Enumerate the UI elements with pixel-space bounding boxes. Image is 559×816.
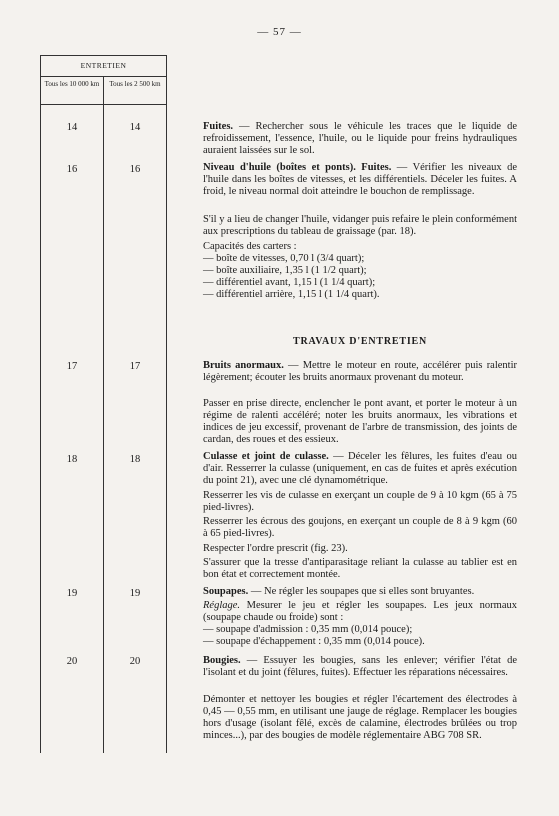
list-item: — différentiel avant, 1,15 l (1 1/4 quart);: [203, 277, 376, 289]
title-bougies: Bougies.: [203, 655, 241, 666]
section-heading: TRAVAUX D'ENTRETIEN: [292, 336, 428, 347]
paragraph-reglage: Réglage. Mesurer le jeu et régler les soupapes. Les jeux normaux (soupape chaude ou froide) sont :: [203, 600, 517, 624]
row-18-b: 18: [129, 454, 141, 465]
paragraph-culasse: Culasse et joint de culasse. — Déceler les fêlures, les fuites d'eau ou d'air. Resserrer la culasse (uniquement, en cas de fuites et après exécution du point 21), avec une clé dynamométrique.: [203, 451, 517, 487]
row-20-a: 20: [66, 656, 78, 667]
row-16-b: 16: [129, 164, 141, 175]
title-soupapes: Soupapes.: [203, 586, 249, 597]
row-19-a: 19: [66, 588, 78, 599]
row-16-a: 16: [66, 164, 78, 175]
valve-list: [203, 624, 517, 648]
paragraph-prise-directe: Passer en prise directe, enclencher le pont avant, et porter le moteur à un régime de ralenti accéléré; noter les bruits anormaux, les vibrations et indices de jeu excessif, provenant de l'arbre de transmission, des joints de cardan, des roues et des essieux.: [203, 398, 517, 446]
title-culasse: Culasse et joint de culasse.: [203, 451, 329, 462]
row-19-b: 19: [129, 588, 141, 599]
paragraph-fuites: Fuites. — Rechercher sous le véhicule les traces que le liquide de refroidissement, l'essence, l'huile, ou le liquide pour freins hydrauliques auraient laissées sur le sol.: [203, 121, 517, 157]
paragraph-vis-culasse: Resserrer les vis de culasse en exerçant un couple de 9 à 10 kgm (65 à 75 pied-livres).: [203, 490, 517, 514]
paragraph-demonter: Démonter et nettoyer les bougies et régler l'écartement des électrodes à 0,45 — 0,55 mm, en utilisant une jauge de réglage. Remplacer les bougies hors d'usage (isolant fêlé, excès de calamine, électrodes brûlées ou trop minces...), par des bougies de modèle réglementaire ABG 708 SR.: [203, 694, 517, 742]
paragraph-vidange: S'il y a lieu de changer l'huile, vidanger puis refaire le plein conformément aux prescriptions du tableau de graissage (par. 18).: [203, 214, 517, 238]
title-bruits: Bruits anormaux.: [203, 360, 284, 371]
list-item: — boîte de vitesses, 0,70 l (3/4 quart);: [203, 253, 365, 264]
row-14-a: 14: [66, 122, 78, 133]
list-item: — soupape d'échappement : 0,35 mm (0,014 pouce).: [203, 636, 425, 648]
paragraph-bruits: Bruits anormaux. — Mettre le moteur en route, accélérer puis ralentir légèrement; écouter les bruits anormaux provenant du moteur.: [203, 360, 518, 384]
row-17-a: 17: [66, 361, 78, 372]
row-17-b: 17: [129, 361, 141, 372]
list-item: — boîte auxiliaire, 1,35 l (1 1/2 quart);: [203, 265, 367, 277]
maintenance-table: [40, 55, 167, 753]
col-header-2500: Tous les 2 500 km: [109, 80, 161, 88]
column-divider: [103, 76, 104, 753]
page-number: — 57 —: [257, 26, 302, 38]
list-item: — différentiel arrière, 1,15 l (1 1/4 quart).: [203, 289, 380, 301]
paragraph-ordre: Respecter l'ordre prescrit (fig. 23).: [203, 543, 348, 554]
paragraph-niveau-huile: Niveau d'huile (boîtes et ponts). Fuites. — Vérifier les niveaux de l'huile dans les boîtes de vitesses, et les différentiels. Déceler les fuites. A froid, le niveau normal doit atteindre le bouchon de remplissage.: [203, 162, 517, 198]
paragraph-bougies: Bougies. — Essuyer les bougies, sans les enlever; vérifier l'état de l'isolant et du joint (fêlures, fuites). Effectuer les réparations nécessaires.: [203, 655, 517, 679]
col-header-10000: Tous les 10 000 km: [44, 80, 100, 88]
capacity-list: [203, 253, 517, 301]
row-14-b: 14: [129, 122, 141, 133]
table-header: ENTRETIEN: [41, 56, 166, 77]
list-item: — soupape d'admission : 0,35 mm (0,014 pouce);: [203, 624, 413, 635]
title-fuites: Fuites.: [203, 121, 234, 132]
paragraph-soupapes: Soupapes. — Ne régler les soupapes que si elles sont bruyantes.: [203, 586, 475, 597]
title-reglage: Réglage.: [203, 600, 241, 611]
paragraph-capacites: Capacités des carters :: [203, 241, 297, 252]
row-20-b: 20: [129, 656, 141, 667]
row-18-a: 18: [66, 454, 78, 465]
title-niveau-huile: Niveau d'huile (boîtes et ponts). Fuites.: [203, 162, 392, 173]
paragraph-ecrous: Resserrer les écrous des goujons, en exerçant un couple de 8 à 9 kgm (60 à 65 pied-livres).: [203, 516, 517, 540]
paragraph-tresse: S'assurer que la tresse d'antiparasitage reliant la culasse au tablier est en bon état et correctement montée.: [203, 557, 517, 581]
